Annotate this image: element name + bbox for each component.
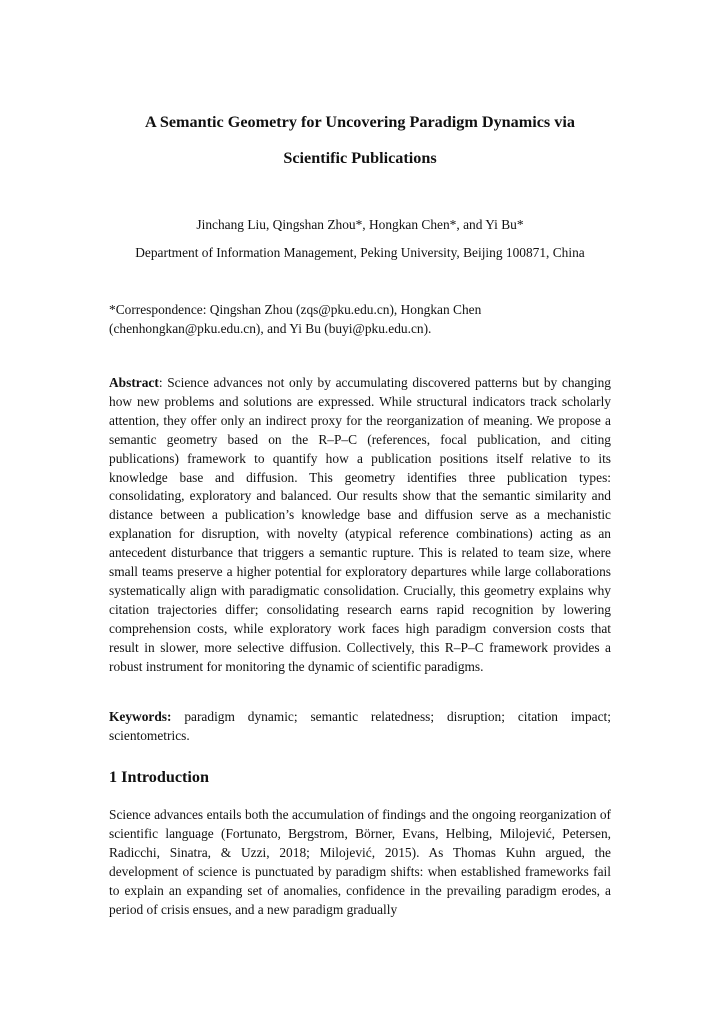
correspondence-line-2: (chenhongkan@pku.edu.cn), and Yi Bu (buyi@pku.edu.cn). bbox=[109, 320, 432, 336]
section-heading-introduction: 1 Introduction bbox=[109, 768, 209, 786]
abstract-text: : Science advances not only by accumulating discovered patterns but by changing how new problems and solutions are expressed. While structural indicators track scholarly attention, they offer only an indirect proxy for the reorganization of meaning. We propose a semantic geometry based on the R–P–C (references, focal publication, and citing publications) framework to quantify how a publication positions itself relative to its knowledge base and diffusion. This geometry identifies three publication types: consolidating, exploratory and balanced. Our results show that the semantic similarity and distance between a publication’s knowledge base and diffusion serve as a mechanistic explanation for disruption, with novelty (atypical reference combinations) acting as an antecedent disturbance that triggers a semantic rupture. This is related to team size, where small teams preserve a higher potential for exploratory departures while large collaborations systematically align with paradigmatic consolidation. Crucially, this geometry explains why citation trajectories differ; consolidating research earns rapid recognition by lowering comprehension costs, while exploratory work faces high paradigm conversion costs that result in slower, more selective diffusion. Collectively, this R–P–C framework provides a robust instrument for monitoring the dynamic of scientific paradigms. bbox=[109, 375, 611, 674]
correspondence-note bbox=[109, 301, 611, 339]
keywords-text: paradigm dynamic; semantic relatedness; disruption; citation impact; scientometrics. bbox=[109, 709, 611, 743]
correspondence-line-1: *Correspondence: Qingshan Zhou (zqs@pku.edu.cn), Hongkan Chen bbox=[109, 302, 482, 317]
affiliation: Department of Information Management, Peking University, Beijing 100871, China bbox=[135, 245, 585, 260]
abstract-paragraph bbox=[109, 374, 611, 677]
keywords-label: Keywords: bbox=[109, 709, 172, 724]
paper-title-line-2: Scientific Publications bbox=[283, 149, 437, 167]
paper-title-line-1: A Semantic Geometry for Uncovering Paradigm Dynamics via bbox=[145, 113, 575, 131]
introduction-paragraph: Science advances entails both the accumulation of findings and the ongoing reorganization of scientific language (Fortunato, Bergstrom, Börner, Evans, Helbing, Milojević, Petersen, Radicchi, Sinatra, & Uzzi, 2018; Milojević, 2015). As Thomas Kuhn argued, the development of science is punctuated by paradigm shifts: when established frameworks fail to explain an expanding set of anomalies, confidence in the prevailing paradigm erodes, a period of crisis ensues, and a new paradigm gradually bbox=[109, 807, 611, 917]
author-list: Jinchang Liu, Qingshan Zhou*, Hongkan Chen*, and Yi Bu* bbox=[196, 217, 524, 232]
abstract-label: Abstract bbox=[109, 375, 159, 390]
keywords-paragraph bbox=[109, 708, 611, 746]
